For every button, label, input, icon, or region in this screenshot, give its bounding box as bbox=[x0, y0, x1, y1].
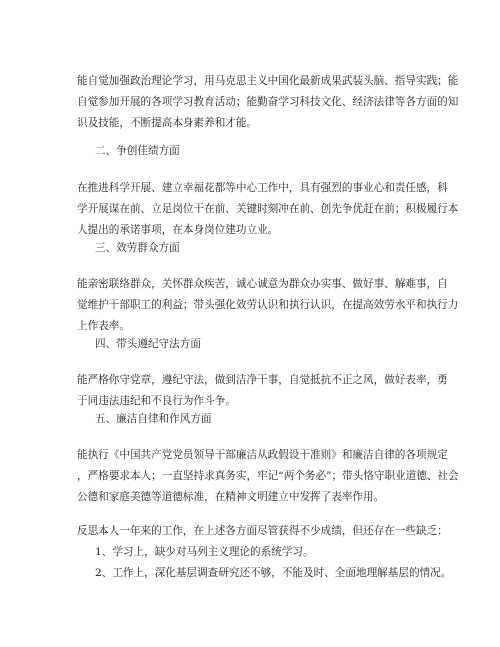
paragraph-line: 于同违法违纪和不良行为作斗争。 bbox=[77, 395, 236, 407]
paragraph-line: 在推进科学开展、建立幸福花都等中心工作中，具有强烈的事业心和责任感，科 bbox=[77, 182, 448, 194]
list-item: 1、学习上，缺少对马列主义理论的系统学习。 bbox=[95, 546, 314, 558]
paragraph-line: 能严格你守党章，遵纪守法，做到洁净干事，自觉抵抗不正之风，做好表率，勇 bbox=[77, 374, 448, 386]
paragraph-line: 公德和家庭美德等道德标准，在精神文明建立中发挥了表率作用。 bbox=[77, 491, 385, 503]
paragraph-line: 学开展谋在前、立足岗位干在前、关键时刻冲在前、创先争优赶在前；积极履行本 bbox=[77, 203, 459, 215]
paragraph-line: 识及技能，不断提高本身素养和才能。 bbox=[77, 117, 258, 129]
paragraph-line: ，严格要求本人；一直坚持求真务实，牢记“两个务必”；带头恪守职业道德、社会 bbox=[77, 470, 459, 482]
paragraph-line: 能亲密联络群众，关怀群众疾苦，诚心诚意为群众办实事、做好事、解难事，自 bbox=[77, 278, 448, 290]
paragraph-line: 觉维护干部职工的利益；带头强化效劳认识和执行认识，在提高效劳水平和执行力 bbox=[77, 299, 459, 311]
paragraph-line: 人提出的承诺事项，在本身岗位建功立业。 bbox=[77, 224, 279, 236]
list-item: 2、工作上，深化基层调查研究还不够，不能及时、全面地理解基层的情况。 bbox=[95, 567, 452, 579]
section-heading: 三、效劳群众方面 bbox=[95, 242, 180, 254]
paragraph-line: 自觉参加开展的各项学习教育活动；能勤奋学习科技文化、经济法律等各方面的知 bbox=[77, 96, 459, 108]
section-heading: 二、争创佳绩方面 bbox=[95, 145, 180, 157]
paragraph-line: 反思本人一年来的工作，在上述各方面尽管获得不少成绩，但还存在一些缺乏： bbox=[77, 525, 448, 537]
section-heading: 四、带头遵纪守法方面 bbox=[95, 338, 201, 350]
paragraph-line: 能自觉加强政治理论学习，用马克思主义中国化最新成果武装头脑、指导实践；能 bbox=[77, 75, 459, 87]
paragraph-line: 上作表率。 bbox=[77, 320, 130, 332]
section-heading: 五、廉洁自律和作风方面 bbox=[95, 413, 212, 425]
paragraph-line: 能执行《中国共产党党员领导干部廉洁从政假设干准则》和廉洁自律的各项规定 bbox=[77, 449, 448, 461]
